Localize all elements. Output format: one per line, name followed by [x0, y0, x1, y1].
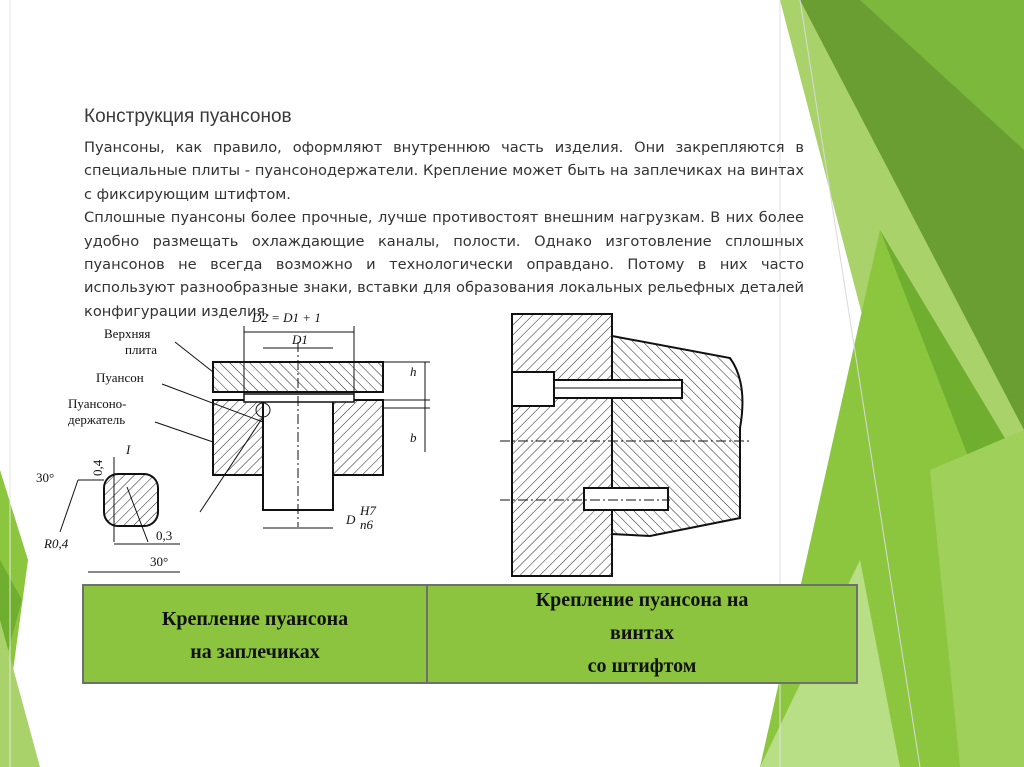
fit-n6-label: n6	[360, 517, 373, 532]
dim-d1-label: D1	[292, 332, 308, 347]
caption-left-text: Крепление пуансона на заплечиках	[161, 608, 349, 663]
dim-04-label: 0,4	[90, 459, 105, 476]
caption-screw-mount	[428, 586, 856, 682]
label-holder-1: Пуансоно-	[68, 396, 127, 411]
label-punch: Пуансон	[96, 370, 144, 385]
detail-mark: I	[126, 442, 131, 457]
caption-table	[82, 584, 858, 684]
radius-label: R0,4	[44, 536, 69, 551]
slide-title: Конструкция пуансонов	[84, 106, 292, 127]
dim-d-label: D	[346, 512, 356, 527]
angle-30-top: 30°	[36, 470, 55, 485]
caption-shoulder-mount	[84, 586, 428, 682]
label-holder-2: держатель	[68, 412, 126, 427]
paragraph-2: Сплошные пуансоны более прочные, лучше противостоят внешним нагрузкам. В них более удобно размещать охлаждающие каналы, полости. Однако изготовление сплошных пуансонов не всегда возможно и технологически оправдано. Потому в них часто используют разнообразные знаки, вставки для образования локальных рельефных деталей конфигурации изделия.	[84, 209, 804, 320]
shoulder-mount-drawing	[30, 302, 450, 587]
dim-d2-label: D2 = D1 + 1	[252, 310, 321, 325]
label-upper-plate-1: Верхняя	[104, 326, 151, 341]
label-upper-plate-2: плита	[125, 342, 158, 357]
screw-pin-mount-drawing	[490, 308, 760, 580]
dim-b-label: b	[410, 430, 417, 445]
dim-03-label: 0,3	[156, 528, 173, 543]
caption-right-text: Крепление пуансона на винтах со штифтом	[535, 588, 749, 677]
slide-body-text	[84, 136, 804, 323]
dim-h-label: h	[410, 364, 417, 379]
fit-h7-label: H7	[360, 503, 376, 518]
angle-30-bottom: 30°	[150, 554, 169, 569]
paragraph-1: Пуансоны, как правило, оформляют внутреннюю часть изделия. Они закрепляются в специальные плиты - пуансонодержатели. Крепление может быть на заплечиках на винтах с фиксирующим штифтом.	[84, 139, 804, 203]
